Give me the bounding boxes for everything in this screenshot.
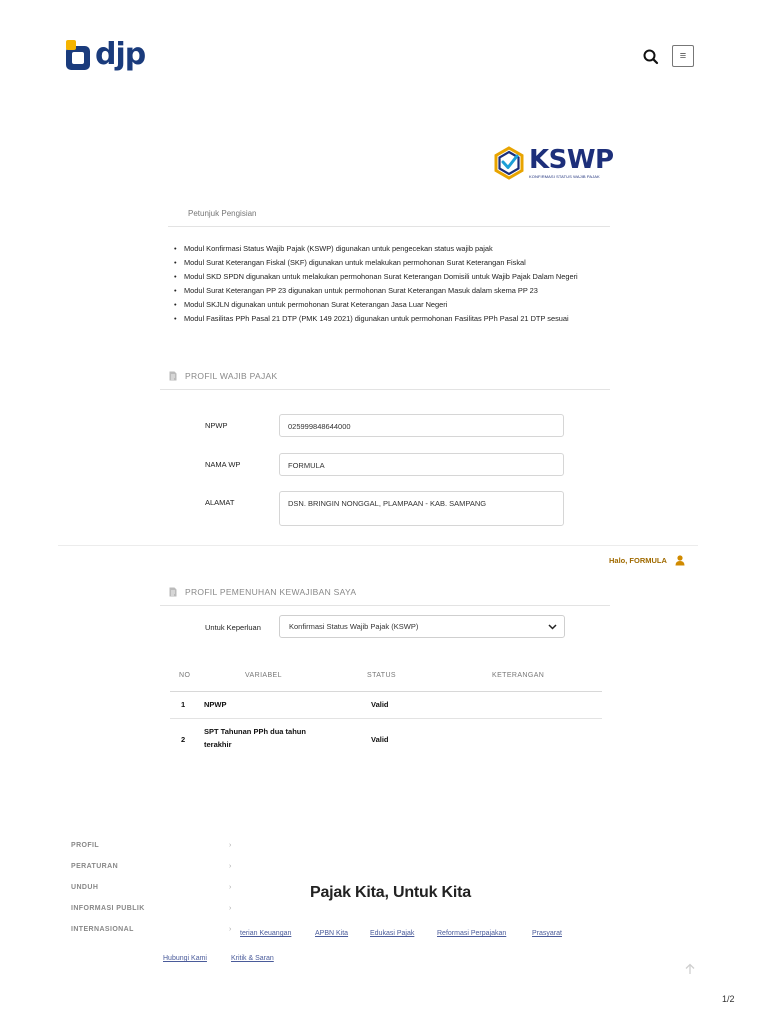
footer-link-apbn-kita[interactable]: APBN Kita bbox=[315, 930, 349, 937]
chevron-down-icon bbox=[548, 624, 557, 630]
footer-nav-profil[interactable] bbox=[71, 842, 236, 849]
cell-status: Valid bbox=[371, 700, 389, 709]
list-item: • Modul SKJLN digunakan untuk permohonan Surat Keterangan Jasa Luar Negeri bbox=[174, 298, 614, 312]
list-item: • Modul Konfirmasi Status Wajib Pajak (KSWP) digunakan untuk pengecekan status wajib pajak bbox=[174, 242, 614, 256]
cell-variabel: SPT Tahunan PPh dua tahun terakhir bbox=[204, 727, 306, 749]
section-title: PROFIL WAJIB PAJAK bbox=[185, 371, 278, 381]
logo-text: djp bbox=[95, 37, 146, 72]
footer-link-reformasi-perpajakan[interactable]: Reformasi Perpajakan bbox=[437, 930, 507, 937]
cell-variabel: NPWP bbox=[204, 700, 227, 709]
footer-nav-label: INFORMASI PUBLIK bbox=[71, 905, 145, 912]
section-title: PROFIL PEMENUHAN KEWAJIBAN SAYA bbox=[185, 587, 357, 597]
chevron-right-icon: › bbox=[229, 863, 232, 870]
divider bbox=[58, 545, 698, 546]
keperluan-label: Untuk Keperluan bbox=[205, 623, 261, 632]
back-to-top-arrow-icon[interactable] bbox=[684, 962, 696, 974]
footer-tagline: Pajak Kita, Untuk Kita bbox=[310, 884, 471, 901]
footer-nav-informasi-publik[interactable] bbox=[71, 905, 236, 912]
footer-nav-label: UNDUH bbox=[71, 884, 99, 891]
profil-kewajiban-header bbox=[169, 587, 356, 597]
keperluan-select[interactable] bbox=[279, 615, 565, 638]
footer-link-kritik-saran[interactable]: Kritik & Saran bbox=[231, 955, 274, 962]
chevron-right-icon: › bbox=[229, 926, 232, 933]
list-item: • Modul Surat Keterangan PP 23 digunakan untuk permohonan Surat Keterangan Masuk dalam skema PP 23 bbox=[174, 284, 614, 298]
kswp-logo bbox=[494, 146, 614, 180]
footer-nav-unduh[interactable] bbox=[71, 884, 236, 891]
profil-wajib-pajak-header bbox=[169, 371, 277, 381]
column-header-keterangan: KETERANGAN bbox=[492, 672, 545, 679]
hamburger-menu-button[interactable] bbox=[672, 45, 694, 67]
user-icon bbox=[675, 555, 685, 566]
footer-nav-peraturan[interactable] bbox=[71, 863, 236, 870]
chevron-right-icon: › bbox=[229, 905, 232, 912]
alamat-field[interactable]: DSN. BRINGIN NONGGAL, PLAMPAAN - KAB. SAMPANG bbox=[279, 491, 564, 526]
footer-nav-label: PROFIL bbox=[71, 842, 100, 849]
divider bbox=[168, 226, 610, 227]
cell-no: 2 bbox=[181, 735, 186, 744]
divider bbox=[170, 718, 602, 719]
list-item: • Modul SKD SPDN digunakan untuk melakukan permohonan Surat Keterangan Domisili untuk Wajib Pajak Dalam Negeri bbox=[174, 270, 614, 284]
instructions-heading: Petunjuk Pengisian bbox=[188, 209, 257, 218]
footer-link-hubungi-kami[interactable]: Hubungi Kami bbox=[163, 955, 207, 962]
djp-logo-mark bbox=[66, 40, 92, 70]
alamat-label: ALAMAT bbox=[205, 498, 235, 507]
cell-no: 1 bbox=[181, 700, 186, 709]
footer-link-prasyarat[interactable]: Prasyarat bbox=[532, 930, 562, 937]
npwp-field[interactable]: 025999848644000 bbox=[279, 414, 564, 437]
footer-link-edukasi-pajak[interactable]: Edukasi Pajak bbox=[370, 930, 415, 937]
divider bbox=[160, 389, 610, 390]
kswp-shield-icon bbox=[494, 146, 524, 180]
cell-status: Valid bbox=[371, 735, 389, 744]
keperluan-selected-value: Konfirmasi Status Wajib Pajak (KSWP) bbox=[289, 622, 419, 631]
npwp-label: NPWP bbox=[205, 421, 228, 430]
list-item: • Modul Fasilitas PPh Pasal 21 DTP (PMK 149 2021) digunakan untuk permohonan Fasilitas PPh Pasal 21 DTP sesuai bbox=[174, 312, 614, 326]
footer-nav-label: PERATURAN bbox=[71, 863, 119, 870]
column-header-no: NO bbox=[179, 672, 191, 679]
chevron-right-icon: › bbox=[229, 842, 232, 849]
nama-wp-label: NAMA WP bbox=[205, 460, 241, 469]
greeting-text: Halo, FORMULA bbox=[609, 556, 667, 565]
footer-nav-label: INTERNASIONAL bbox=[71, 926, 134, 933]
document-icon bbox=[169, 371, 177, 381]
column-header-variabel: VARIABEL bbox=[245, 672, 282, 679]
divider bbox=[170, 691, 602, 692]
search-icon[interactable] bbox=[642, 48, 660, 66]
kswp-title: KSWP bbox=[529, 145, 614, 175]
divider bbox=[160, 605, 610, 606]
djp-logo[interactable] bbox=[66, 37, 146, 72]
user-greeting[interactable] bbox=[609, 555, 685, 566]
footer-link-kementerian-keuangan[interactable]: terian Keuangan bbox=[240, 930, 292, 937]
hamburger-menu-icon: ≡ bbox=[679, 50, 687, 62]
document-icon bbox=[169, 587, 177, 597]
footer-nav-internasional[interactable] bbox=[71, 926, 236, 933]
nama-wp-field[interactable]: FORMULA bbox=[279, 453, 564, 476]
instructions-list bbox=[174, 242, 614, 326]
column-header-status: STATUS bbox=[367, 672, 396, 679]
list-item: • Modul Surat Keterangan Fiskal (SKF) digunakan untuk melakukan permohonan Surat Keterangan Fiskal bbox=[174, 256, 614, 270]
kswp-subtitle: KONFIRMASI STATUS WAJIB PAJAK bbox=[529, 174, 600, 179]
chevron-right-icon: › bbox=[229, 884, 232, 891]
page-number: 1/2 bbox=[722, 994, 735, 1004]
